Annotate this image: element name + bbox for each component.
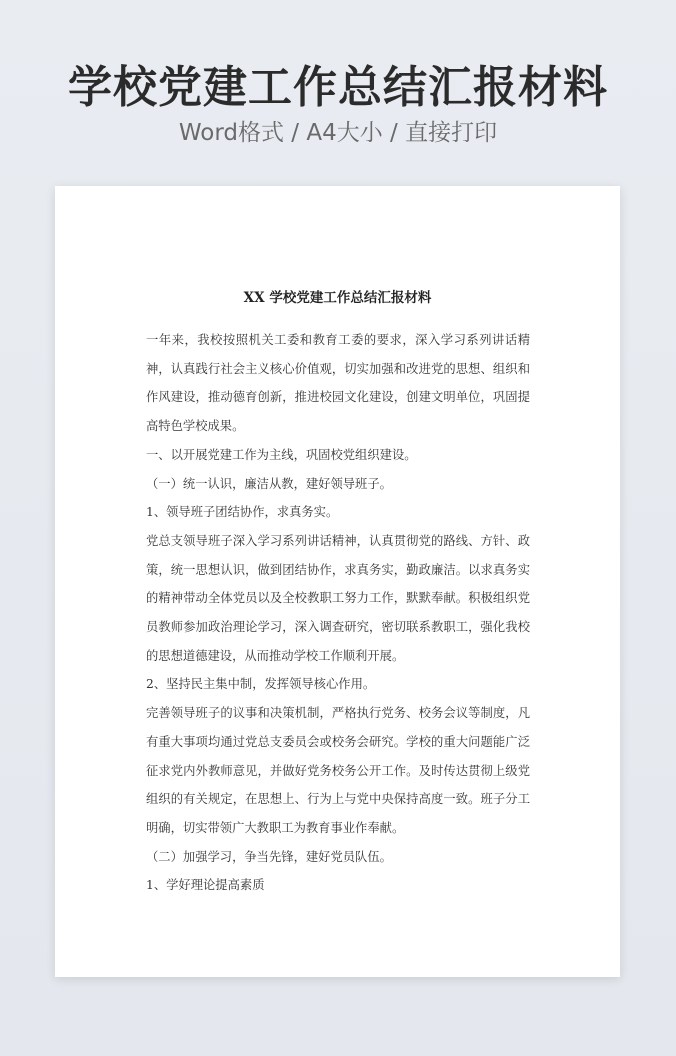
subsection-heading-1: （一）统一认识，廉洁从教，建好领导班子。 [146,476,392,491]
banner-title: 学校党建工作总结汇报材料 [68,62,608,113]
item-heading-1: 1、领导班子团结协作，求真务实。 [146,505,339,520]
section-heading-1: 一、以开展党建工作为主线，巩固校党组织建设。 [146,447,417,462]
paragraph-item-1: 党总支领导班子深入学习系列讲话精神，认真贯彻党的路线、方针、政策，统一思想认识，做到团结协作，求真务实，勤政廉洁。以求真务实的精神带动全体党员以及全校教职工努力工作，默默奉献。积极组织党员教师参加政治理论学习，深入调查研究，密切联系教职工，强化我校的思想道德建设，从而推动学校工作顺利开展。 [146,533,530,663]
paragraph-intro: 一年来，我校按照机关工委和教育工委的要求，深入学习系列讲话精神，认真践行社会主义核心价值观，切实加强和改进党的思想、组织和作风建设，推动德育创新，推进校园文化建设，创建文明单位，巩固提高特色学校成果。 [146,333,530,434]
item-heading-2: 2、坚持民主集中制，发挥领导核心作用。 [146,677,376,692]
document-title: XX 学校党建工作总结汇报材料 [243,290,432,306]
paragraph-item-2: 完善领导班子的议事和决策机制，严格执行党务、校务会议等制度，凡有重大事项均通过党总支委员会或校务会研究。学校的重大问题能广泛征求党内外教师意见，并做好党务校务公开工作。及时传达贯彻上级党组织的有关规定，在思想上、行为上与党中央保持高度一致。班子分工明确，切实带领广大教职工为教育事业作奉献。 [146,706,530,835]
item-heading-3: 1、学好理论提高素质 [146,878,265,893]
document-page [55,186,620,977]
subsection-heading-2: （二）加强学习，争当先锋，建好党员队伍。 [146,849,392,864]
banner-subtitle: Word格式 / A4大小 / 直接打印 [178,120,498,146]
document-body [146,326,530,900]
